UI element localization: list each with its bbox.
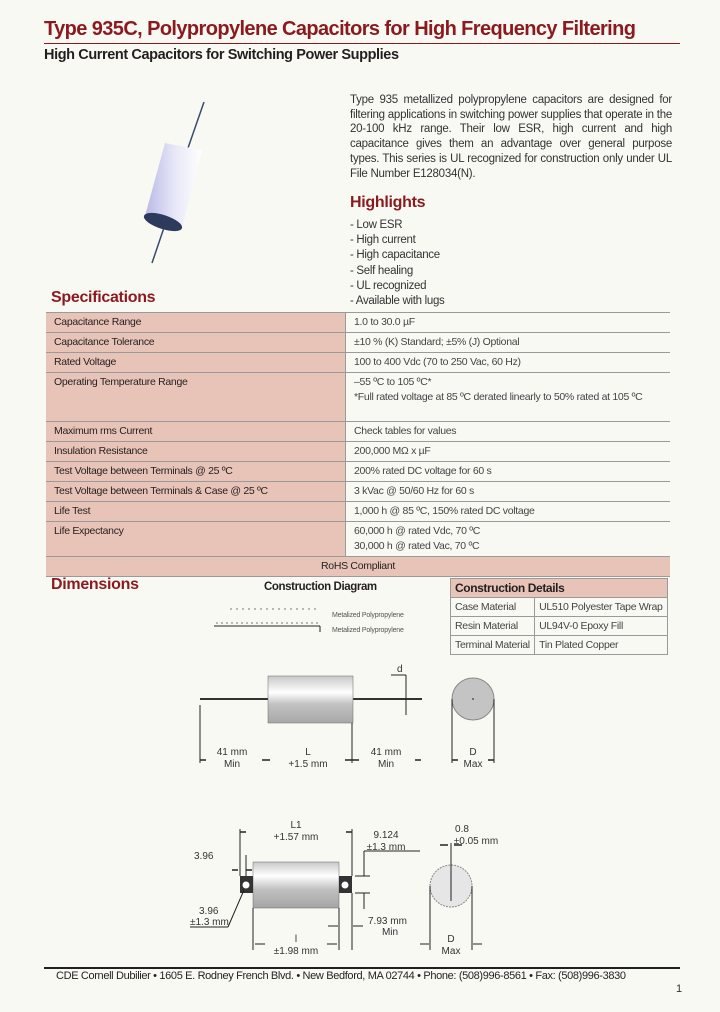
spec-value: 3 kVac @ 50/60 Hz for 60 s	[346, 482, 671, 502]
highlight-item: - UL recognized	[350, 279, 427, 292]
construction-layers-diagram	[212, 604, 332, 634]
dim-label: 3.96	[199, 906, 219, 917]
spec-value-line: –55 ºC to 105 ºC*	[354, 376, 432, 388]
detail-label: Resin Material	[451, 617, 535, 636]
lug-dimension-drawing	[180, 815, 510, 965]
spec-label: Test Voltage between Terminals & Case @ 25 ºC	[46, 482, 346, 502]
spec-label: Life Test	[46, 502, 346, 522]
construction-diagram-title: Construction Diagram	[264, 581, 377, 593]
table-row	[46, 333, 670, 353]
table-row	[46, 422, 670, 442]
spec-value: Check tables for values	[346, 422, 671, 442]
spec-value: 200% rated DC voltage for 60 s	[346, 462, 671, 482]
dimensions-heading: Dimensions	[51, 576, 139, 593]
page-number: 1	[676, 983, 683, 995]
spec-value-line: 30,000 h @ rated Vac, 70 ºC	[354, 540, 480, 552]
layer-label: Metalized Polypropylene	[332, 612, 404, 619]
spec-value: 1.0 to 30.0 µF	[346, 313, 671, 333]
dim-label: 3.96	[194, 851, 214, 862]
rohs-compliant-row: RoHS Compliant	[46, 557, 670, 577]
dim-label: Max	[463, 759, 483, 770]
dim-label: l	[294, 934, 298, 945]
dim-label: ±1.3 mm	[190, 917, 229, 928]
spec-value	[346, 522, 671, 557]
title-divider	[44, 43, 680, 44]
dim-label: L	[305, 747, 311, 758]
dim-label: ±1.3 mm	[366, 842, 406, 853]
specifications-table	[46, 312, 670, 577]
footer-contact: CDE Cornell Dubilier • 1605 E. Rodney French Blvd. • New Bedford, MA 02744 • Phone: (508)996-8561 • Fax: (508)996-3830	[56, 970, 626, 982]
page-subtitle: High Current Capacitors for Switching Power Supplies	[44, 47, 399, 63]
spec-label: Maximum rms Current	[46, 422, 346, 442]
spec-value	[346, 373, 671, 422]
detail-label: Case Material	[451, 598, 535, 617]
dim-label: Max	[441, 946, 461, 957]
dim-label: D	[469, 747, 477, 758]
table-row	[46, 522, 670, 557]
spec-label: Capacitance Range	[46, 313, 346, 333]
footer-divider	[44, 967, 680, 969]
detail-value: UL94V-0 Epoxy Fill	[535, 617, 668, 636]
spec-value: ±10 % (K) Standard; ±5% (J) Optional	[346, 333, 671, 353]
construction-details-table	[450, 578, 668, 655]
highlights-heading: Highlights	[350, 194, 426, 211]
table-row	[46, 462, 670, 482]
table-row	[451, 617, 668, 636]
dim-label: +1.57 mm	[273, 832, 319, 843]
dim-label: D	[447, 934, 455, 945]
spec-label: Rated Voltage	[46, 353, 346, 373]
spec-label: Operating Temperature Range	[46, 373, 346, 422]
table-row	[46, 442, 670, 462]
detail-value: Tin Plated Copper	[535, 636, 668, 655]
spec-value-line: 60,000 h @ rated Vdc, 70 ºC	[354, 525, 481, 537]
spec-value-note: *Full rated voltage at 85 ºC derated linearly to 50% rated at 105 ºC	[354, 391, 643, 403]
page-title: Type 935C, Polypropylene Capacitors for High Frequency Filtering	[44, 18, 636, 40]
spec-label: Life Expectancy	[46, 522, 346, 557]
dim-label: Min	[223, 759, 241, 770]
spec-value: 100 to 400 Vdc (70 to 250 Vac, 60 Hz)	[346, 353, 671, 373]
table-row	[46, 482, 670, 502]
spec-value: 1,000 h @ 85 ºC, 150% rated DC voltage	[346, 502, 671, 522]
detail-value: UL510 Polyester Tape Wrap	[535, 598, 668, 617]
table-header-row	[451, 579, 668, 598]
highlight-item: - High capacitance	[350, 249, 440, 262]
capacitor-product-image	[120, 100, 240, 290]
highlight-item: - High current	[350, 234, 416, 247]
dim-label: 0.8	[455, 824, 469, 835]
table-row	[46, 373, 670, 422]
construction-details-title: Construction Details	[451, 579, 668, 598]
highlights-list	[350, 218, 445, 309]
table-row	[46, 313, 670, 333]
table-row	[46, 557, 670, 577]
spec-label: Capacitance Tolerance	[46, 333, 346, 353]
dim-label: 41 mm	[370, 747, 402, 758]
dim-label: 7.93 mm	[368, 916, 407, 927]
table-row	[451, 598, 668, 617]
layer-label: Metalized Polypropylene	[332, 627, 404, 634]
highlight-item: - Self healing	[350, 264, 413, 277]
dim-label: ±0.05 mm	[453, 836, 499, 847]
spec-label: Insulation Resistance	[46, 442, 346, 462]
specifications-heading: Specifications	[51, 289, 156, 306]
axial-dimension-drawing	[180, 655, 520, 775]
dim-label: L1	[290, 820, 302, 831]
intro-paragraph: Type 935 metallized polypropylene capacitors are designed for filtering applications in switching power supplies that operate in the 20-100 kHz range. Their low ESR, high current and high capacitance gives them an advantage over general purpose types. This series is UL recognized for construction only under UL File Number E128034(N).	[350, 94, 672, 180]
dim-label: +1.5 mm	[288, 759, 328, 770]
highlight-item: - Available with lugs	[350, 295, 445, 308]
dim-label: ±1.98 mm	[273, 946, 319, 957]
spec-label: Test Voltage between Terminals @ 25 ºC	[46, 462, 346, 482]
table-row	[46, 502, 670, 522]
table-row	[46, 353, 670, 373]
dim-label: Min	[377, 759, 395, 770]
table-row	[451, 636, 668, 655]
spec-value: 200,000 MΩ x µF	[346, 442, 671, 462]
dim-label: Min	[381, 927, 399, 938]
highlight-item: - Low ESR	[350, 219, 403, 231]
lead-dia-label: d	[397, 664, 403, 675]
dim-label: 9.124	[373, 830, 399, 841]
detail-label: Terminal Material	[451, 636, 535, 655]
dim-label: 41 mm	[216, 747, 248, 758]
